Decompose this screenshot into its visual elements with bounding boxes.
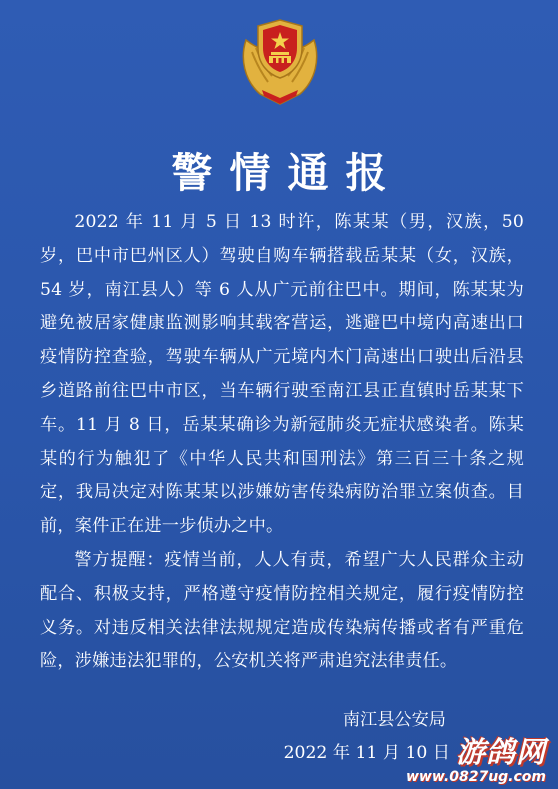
notice-body (40, 206, 524, 679)
watermark (406, 730, 546, 785)
signature-organization: 南江县公安局 (342, 710, 446, 730)
police-badge-icon (238, 18, 322, 106)
paragraph-reminder: 警方提醒：疫情当前，人人有责，希望广大人民群众主动配合、积极支持，严格遵守疫情防控相关规定，履行疫情防控义务。对违反相关法律法规规定造成传染病传播或者有严重危险，涉嫌违法犯罪的，公安机关将严肃追究法律责任。 (40, 549, 524, 672)
page-title: 警情通报 (171, 149, 404, 197)
watermark-name: 游鸽网 (455, 735, 546, 769)
paragraph-incident: 2022 年 11 月 5 日 13 时许，陈某某（男，汉族，50 岁，巴中市巴州区人）驾驶自购车辆搭载岳某某（女，汉族，54 岁，南江县人）等 6 人从广元前往巴中。期间，陈某某为避免被居家健康监测影响其载客营运，逃避巴中境内高速出口疫情防控查验，驾驶车辆从广元境内木门高速出口驶出后沿县乡道路前往巴中市区，当车辆行驶至南江县正直镇时岳某某下车。11 月 8 日，岳某某确诊为新冠肺炎无症状感染者。陈某某的行为触犯了《中华人民共和国刑法》第三百三十条之规定，我局决定对陈某某以涉嫌妨害传染病防治罪立案侦查。目前，案件正在进一步侦办之中。 (40, 212, 524, 537)
signature-date: 2022 年 11 月 10 日 (283, 743, 450, 763)
watermark-url: www.0827ug.com (406, 769, 546, 785)
